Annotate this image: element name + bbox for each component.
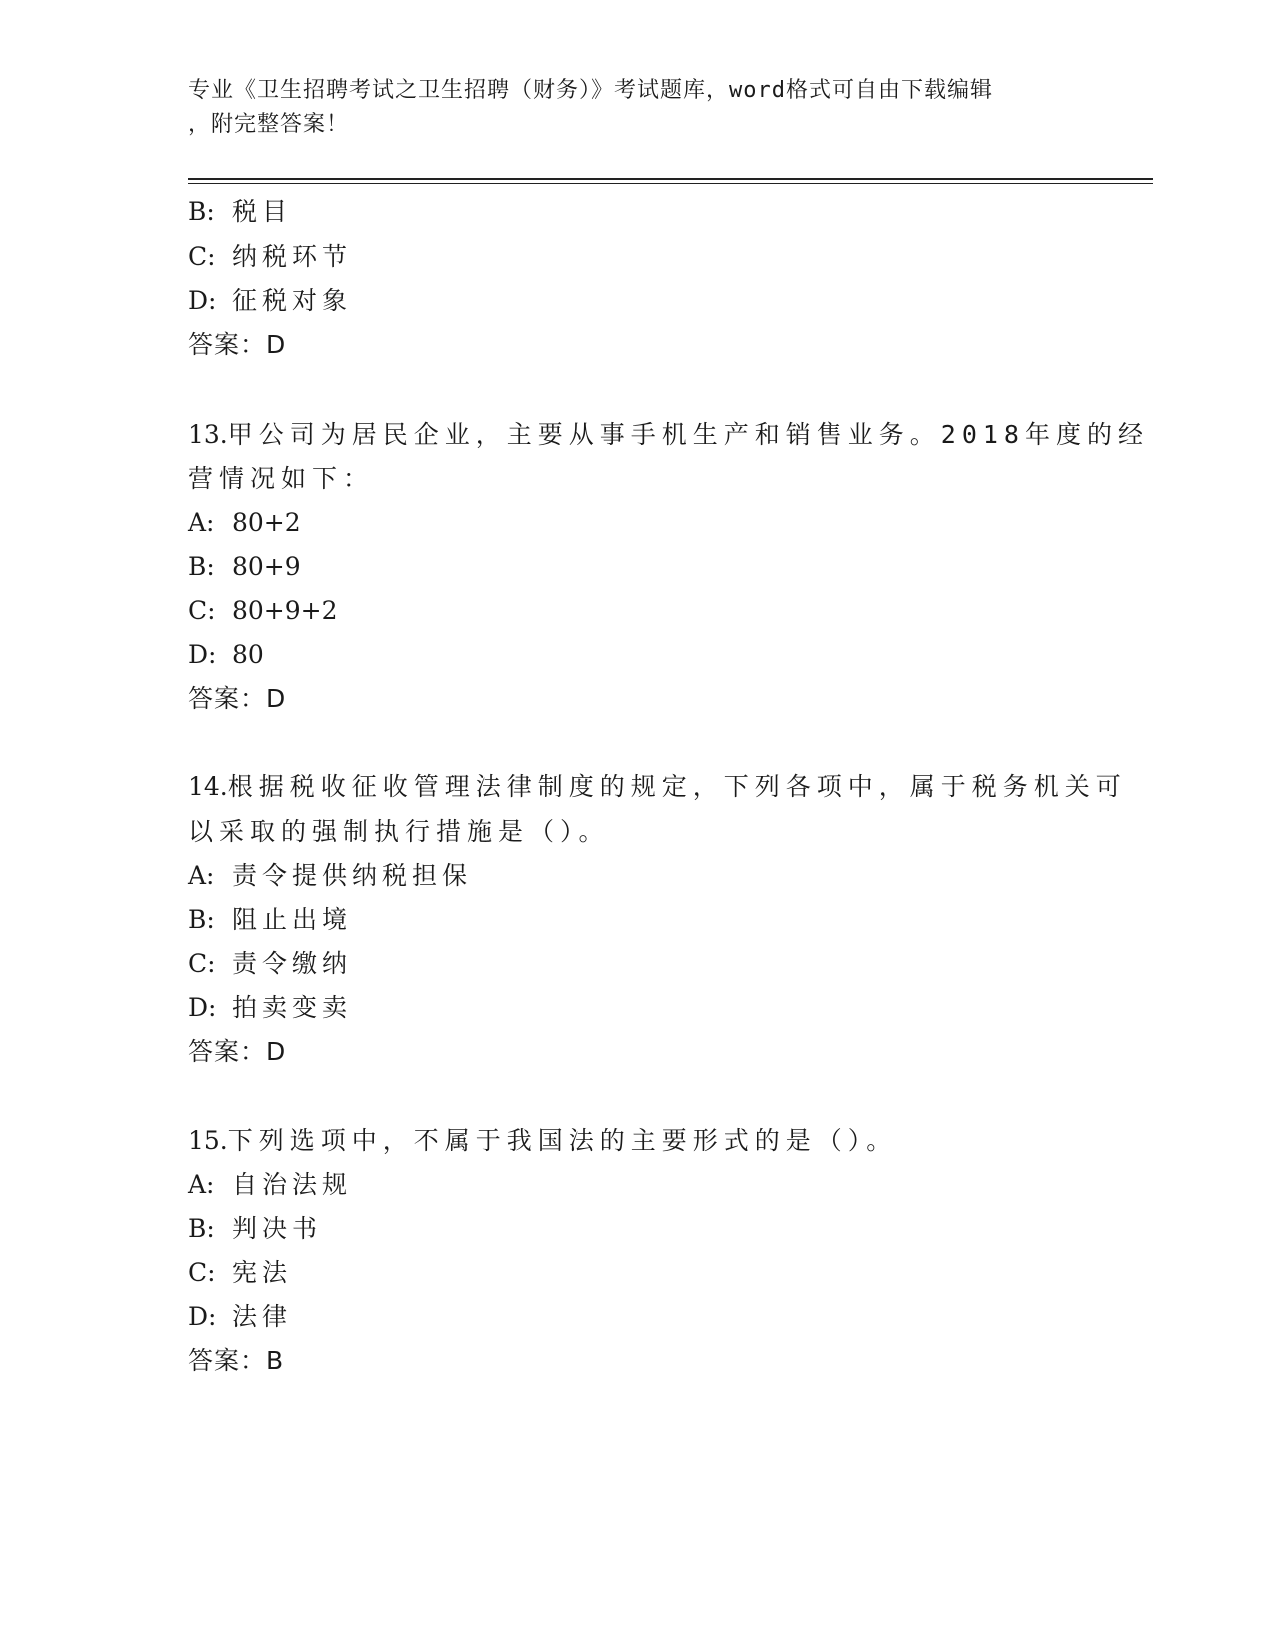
question-stem: 根据税收征收管理法律制度的规定，下列各项中，属于税务机关可 [227, 772, 1127, 801]
answer-line: 答案：D [188, 1037, 287, 1066]
option-letter: C: [188, 596, 216, 625]
option-text: 税目 [232, 197, 293, 226]
option-text: 阻止出境 [232, 905, 353, 934]
option-item [188, 240, 352, 274]
option-text: 纳税环节 [232, 242, 353, 271]
option-text: 责令提供纳税担保 [232, 861, 473, 890]
option-letter: D: [188, 286, 217, 315]
option-item [188, 1168, 352, 1202]
option-item [188, 594, 338, 628]
option-text: 80+9 [232, 552, 301, 581]
answer-line: 答案：D [188, 330, 287, 359]
option-letter: A: [188, 1170, 215, 1199]
question-13-stem-line-1 [188, 418, 1149, 452]
option-text: 拍卖变卖 [232, 993, 353, 1022]
answer-line: 答案：D [188, 684, 287, 713]
header-line-2: ，附完整答案！ [188, 112, 350, 137]
question-13-stem-line-2: 营情况如下： [188, 464, 375, 493]
option-text: 宪法 [232, 1258, 293, 1287]
option-item [188, 1300, 292, 1334]
question-stem: 下列选项中，不属于我国法的主要形式的是（）。 [227, 1126, 898, 1155]
option-letter: C: [188, 1258, 216, 1287]
question-14-stem-line-2: 以采取的强制执行措施是（）。 [188, 817, 610, 846]
question-number: 15. [188, 1126, 228, 1155]
option-letter: A: [188, 508, 215, 537]
header-line-1: 专业《卫生招聘考试之卫生招聘（财务）》考试题库，word格式可自由下载编辑 [188, 78, 993, 103]
option-item [188, 550, 301, 584]
option-item [188, 1256, 292, 1290]
option-letter: D: [188, 640, 217, 669]
question-stem: 甲公司为居民企业，主要从事手机生产和销售业务。2018年度的经 [227, 420, 1149, 449]
option-letter: A: [188, 861, 215, 890]
option-item [188, 284, 352, 318]
answer-line: 答案：B [188, 1346, 285, 1375]
option-text: 80+2 [232, 508, 301, 537]
option-letter: D: [188, 993, 217, 1022]
option-text: 法律 [232, 1302, 293, 1331]
option-item [188, 991, 352, 1025]
option-letter: D: [188, 1302, 217, 1331]
option-item [188, 903, 352, 937]
header-rule-thin [188, 183, 1153, 184]
option-text: 80+9+2 [232, 596, 338, 625]
option-item [188, 195, 292, 229]
question-number: 13. [188, 420, 228, 449]
question-15-stem-line-1 [188, 1124, 897, 1158]
option-letter: B: [188, 905, 215, 934]
option-letter: B: [188, 1214, 215, 1243]
option-text: 责令缴纳 [232, 949, 353, 978]
header-rule-thick [188, 178, 1153, 180]
option-item [188, 506, 301, 540]
option-text: 自治法规 [232, 1170, 353, 1199]
option-item [188, 1212, 322, 1246]
question-14-stem-line-1 [188, 770, 1127, 804]
option-text: 判决书 [232, 1214, 323, 1243]
option-text: 征税对象 [232, 286, 353, 315]
option-item [188, 638, 264, 672]
question-number: 14. [188, 772, 228, 801]
option-item [188, 859, 472, 893]
option-letter: B: [188, 197, 215, 226]
option-letter: C: [188, 242, 216, 271]
document-header [188, 74, 1088, 142]
option-letter: B: [188, 552, 215, 581]
option-text: 80 [232, 640, 264, 669]
option-item [188, 947, 352, 981]
option-letter: C: [188, 949, 216, 978]
